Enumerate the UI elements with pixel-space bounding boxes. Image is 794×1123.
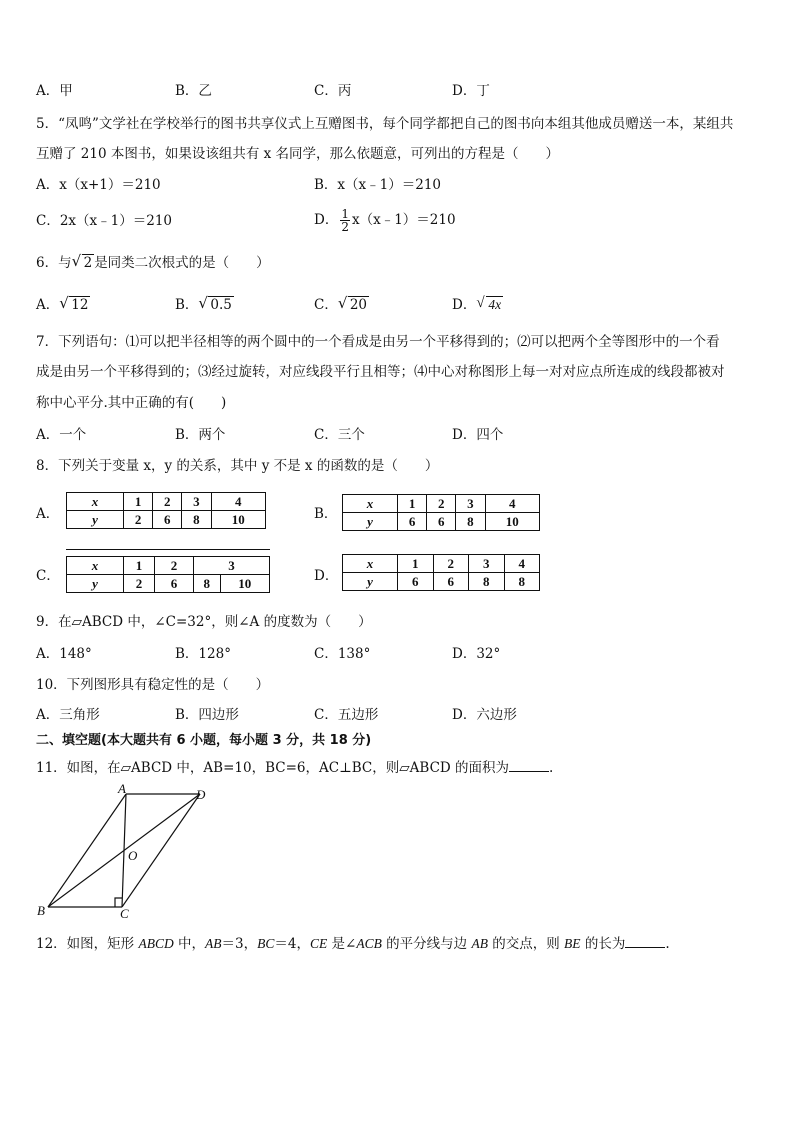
q5-option-b: B．x（x﹣1）＝210 <box>314 177 442 193</box>
table-cell: 6 <box>398 573 434 591</box>
q12-text: 的平分线与边 <box>381 936 472 952</box>
option-label: A． <box>36 297 60 313</box>
q8-option-c-label: C． <box>36 568 60 584</box>
table-cell: y <box>343 573 398 591</box>
q12-var: ACB <box>356 936 382 951</box>
q9-option-a: A．148° <box>36 646 92 662</box>
q12-var: BE <box>564 936 581 951</box>
table-cell: 1 <box>398 555 434 573</box>
table-cell: 4 <box>485 495 539 513</box>
table-cell: 10 <box>211 511 265 529</box>
q12-text: 的长为 <box>580 936 626 952</box>
point-label-b: B <box>37 903 45 918</box>
q9-option-c: C．138° <box>314 646 371 662</box>
q11-stem-end: . <box>549 760 554 776</box>
q9-option-b: B．128° <box>175 646 231 662</box>
table-cell: 2 <box>124 575 155 593</box>
q7-stem-line2: 成是由另一个平移得到的；⑶经过旋转，对应线段平行且相等；⑷中心对称图形上每一对对应点所连成的线段都被对 <box>36 364 725 380</box>
q12-text: ＝3， <box>221 936 258 952</box>
q12-var: ABCD <box>138 936 174 951</box>
fraction-numerator: 1 <box>341 207 349 221</box>
table-cell: y <box>67 511 124 529</box>
table-cell: 10 <box>220 575 270 593</box>
sqrt-expression <box>476 296 503 314</box>
q6-stem-suffix: 是同类二次根式的是（ ） <box>94 255 270 271</box>
q6-option-c <box>314 296 369 314</box>
q8-table-c <box>66 556 270 593</box>
q10-option-d: D．六边形 <box>452 707 517 723</box>
point-label-d: D <box>196 787 206 802</box>
q7-option-d: D．四个 <box>452 427 504 443</box>
radical-sign-icon: √ <box>337 294 348 312</box>
radical-sign-icon: √ <box>71 252 82 270</box>
table-cell: 2 <box>155 557 194 575</box>
q5-stem-line2: 互赠了 210 本图书，如果设该组共有 x 名同学，那么依题意，可列出的方程是（ ） <box>36 146 560 162</box>
q7-stem-line3: 称中心平分.其中正确的有( ) <box>36 395 227 411</box>
q8-option-a-label: A． <box>36 506 60 522</box>
q12-var: BC <box>257 936 275 951</box>
table-row <box>67 557 270 575</box>
table-cell: 6 <box>427 513 456 531</box>
q5-stem-line1: 5．“凤鸣”文学社在学校举行的图书共享仪式上互赠图书，每个同学都把自己的图书向本组其他成员赠送一本，某组共 <box>36 116 734 132</box>
table-cell: 2 <box>427 495 456 513</box>
q8-stem: 8．下列关于变量 x，y 的关系，其中 y 不是 x 的函数的是（ ） <box>36 458 439 474</box>
answer-blank <box>625 935 665 948</box>
table-cell: 1 <box>398 495 427 513</box>
q7-option-c: C．三个 <box>314 427 365 443</box>
q12-stem <box>36 935 670 953</box>
q9-option-d: D．32° <box>452 646 501 662</box>
answer-blank <box>509 759 549 772</box>
q5-option-d <box>314 202 456 238</box>
table-cell: x <box>343 555 398 573</box>
parallelogram-figure <box>30 784 230 924</box>
point-label-a: A <box>118 784 126 796</box>
option-label: C． <box>314 297 338 313</box>
q12-text: ＝4， <box>274 936 310 952</box>
q11-stem <box>36 759 553 777</box>
radicand: 4x <box>488 297 502 312</box>
sqrt-2 <box>72 254 95 272</box>
table-cell: 6 <box>153 511 182 529</box>
table-cell: 4 <box>504 555 540 573</box>
q12-var: CE <box>309 936 328 951</box>
one-half-fraction <box>340 208 350 233</box>
q12-text: 的交点，则 <box>487 936 565 952</box>
table-row <box>343 495 540 513</box>
q12-var: AB <box>471 936 488 951</box>
q5-option-d-text: x（x﹣1）＝210 <box>351 212 456 228</box>
table-cell: x <box>67 557 124 575</box>
sqrt-expression <box>198 296 233 314</box>
sqrt-expression <box>59 296 90 314</box>
table-cell: 1 <box>124 557 155 575</box>
q5-option-a: A．x（x+1）＝210 <box>36 177 161 193</box>
table-cell: 10 <box>485 513 539 531</box>
option-label: B． <box>175 297 199 313</box>
q12-text: 12．如图，矩形 <box>36 936 139 952</box>
q6-option-b <box>175 296 234 314</box>
q4-option-b: B．乙 <box>175 83 212 99</box>
q12-var: AB <box>205 936 222 951</box>
table-cell: 3 <box>182 493 211 511</box>
q5-option-d-label: D． <box>314 212 339 228</box>
q4-option-a: A．甲 <box>36 83 73 99</box>
option-label: D． <box>452 297 477 313</box>
table-cell: x <box>67 493 124 511</box>
table-cell: 2 <box>433 555 469 573</box>
table-cell: 2 <box>153 493 182 511</box>
q8-option-b-label: B． <box>314 506 338 522</box>
table-cell: 2 <box>124 511 153 529</box>
point-label-c: C <box>120 906 129 921</box>
table-cell: 6 <box>398 513 427 531</box>
q10-option-b: B．四边形 <box>175 707 239 723</box>
sqrt-expression <box>338 296 369 314</box>
q6-option-d <box>452 296 503 314</box>
radical-sign-icon: √ <box>59 294 69 312</box>
table-cell: 3 <box>469 555 505 573</box>
table-cell: 8 <box>469 573 505 591</box>
q12-text: 是∠ <box>327 936 357 952</box>
q11-stem-text: 11．如图，在▱ABCD 中，AB=10，BC=6，AC⊥BC，则▱ABCD 的面积为 <box>36 760 510 776</box>
table-top-rule <box>66 549 270 550</box>
q5-option-c: C．2x（x﹣1）＝210 <box>36 213 173 229</box>
radicand: 20 <box>349 297 368 313</box>
section-heading: 二、填空题(本大题共有 6 小题，每小题 3 分，共 18 分) <box>36 733 372 748</box>
table-cell: 8 <box>456 513 485 531</box>
q6-stem-prefix: 6．与 <box>36 255 72 271</box>
radical-sign-icon: √ <box>198 294 208 312</box>
q8-table-b <box>342 494 540 531</box>
point-label-o: O <box>128 848 138 863</box>
table-cell: y <box>343 513 398 531</box>
table-row <box>67 493 266 511</box>
q12-stem-end: . <box>665 936 670 952</box>
table-row <box>343 555 540 573</box>
table-cell: 8 <box>194 575 221 593</box>
radicand: 12 <box>71 297 89 313</box>
q12-text: 中， <box>173 936 206 952</box>
radical-sign-icon: √ <box>476 295 485 311</box>
table-row <box>343 513 540 531</box>
q4-option-c: C．丙 <box>314 83 352 99</box>
segment-ba <box>48 794 126 907</box>
table-cell: 1 <box>124 493 153 511</box>
radicand: 2 <box>83 255 93 271</box>
q10-stem: 10．下列图形具有稳定性的是（ ） <box>36 677 270 693</box>
radicand: 0.5 <box>210 297 232 313</box>
table-row <box>343 573 540 591</box>
q8-table-a <box>66 492 266 529</box>
table-cell: y <box>67 575 124 593</box>
q6-stem <box>36 254 270 272</box>
q6-option-a <box>36 296 90 314</box>
table-cell: 3 <box>456 495 485 513</box>
q4-option-d: D．丁 <box>452 83 490 99</box>
table-cell: x <box>343 495 398 513</box>
q8-table-d <box>342 554 540 591</box>
table-cell: 4 <box>211 493 265 511</box>
table-cell: 6 <box>433 573 469 591</box>
q10-option-c: C．五边形 <box>314 707 379 723</box>
q8-option-d-label: D． <box>314 568 339 584</box>
q7-option-b: B．两个 <box>175 427 226 443</box>
table-row <box>67 575 270 593</box>
q9-stem: 9．在▱ABCD 中，∠C=32°，则∠A 的度数为（ ） <box>36 614 372 630</box>
q7-option-a: A．一个 <box>36 427 87 443</box>
diagonal-bd <box>48 794 200 907</box>
table-row <box>67 511 266 529</box>
table-cell: 8 <box>182 511 211 529</box>
q10-option-a: A．三角形 <box>36 707 100 723</box>
table-cell: 8 <box>504 573 540 591</box>
table-cell: 6 <box>155 575 194 593</box>
table-cell: 3 <box>194 557 270 575</box>
q7-stem-line1: 7．下列语句：⑴可以把半径相等的两个圆中的一个看成是由另一个平移得到的；⑵可以把两个全等图形中的一个看 <box>36 334 720 350</box>
fraction-denominator: 2 <box>341 220 349 234</box>
